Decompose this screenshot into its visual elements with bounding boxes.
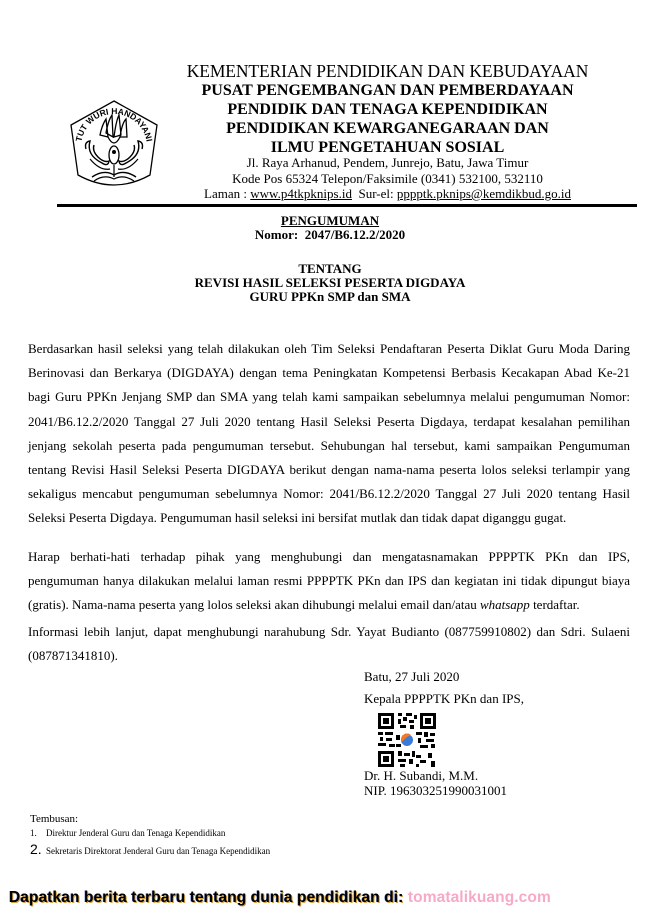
website-link[interactable]: www.p4tkpknips.id xyxy=(250,186,352,201)
institution-line-2: PENDIDIK DAN TENAGA KEPENDIDIKAN xyxy=(227,101,548,118)
promo-footer xyxy=(9,889,551,907)
paragraph-line: jenjang sekolah peserta pada pengumuman tersebut. Sehubungan hal tersebut, kami sampaikan Pengumuman xyxy=(28,437,630,453)
letterhead-divider xyxy=(57,204,637,207)
svg-text:TUT WURI HANDAYANI: TUT WURI HANDAYANI xyxy=(73,105,155,143)
announcement-about: TENTANG xyxy=(298,261,362,276)
paragraph-line: (087871341810). xyxy=(28,648,118,664)
text-segment: (gratis). Nama-nama peserta yang lolos seleksi akan dihubungi melalui email dan/atau xyxy=(28,597,480,613)
announcement-subject-line-1: REVISI HASIL SELEKSI PESERTA DIGDAYA xyxy=(194,275,466,290)
cc-item xyxy=(30,828,225,838)
email-label: Sur-el: xyxy=(351,186,397,201)
signatory-name: Dr. H. Subandi, M.M. xyxy=(364,768,479,783)
signature-position: Kepala PPPPTK PKn dan IPS, xyxy=(364,691,524,706)
cc-label: Tembusan: xyxy=(30,813,79,825)
paragraph-line: Harap berhati-hati terhadap pihak yang menghubungi dan mengatasnamakan PPPPTK PKn dan IPS, xyxy=(28,549,630,564)
paragraph-line: Seleksi Peserta Digdaya. Pengumuman hasil seleksi ini bersifat mutlak dan tidak dapat diganggu gugat. xyxy=(28,510,567,526)
paragraph-line xyxy=(28,593,630,617)
signature-place-date: Batu, 27 Juli 2020 xyxy=(364,669,460,684)
institution-line-1: PUSAT PENGEMBANGAN DAN PEMBERDAYAAN xyxy=(201,82,574,99)
body-paragraph-1 xyxy=(28,337,630,531)
whatsapp-italic: whatsapp xyxy=(479,597,530,613)
qr-code-signature-icon xyxy=(376,711,438,769)
signatory-nip: NIP. 196303251990031001 xyxy=(364,783,508,798)
paragraph-line: tentang Revisi Hasil Seleksi Peserta DIGDAYA berikut dengan nama-nama peserta lolos seleksi terlampir yang xyxy=(28,462,630,478)
paragraph-line: 2041/B6.12.2/2020 Tanggal 27 Juli 2020 tentang Hasil Seleksi Peserta Digdaya, terdapat kesalahan pemilihan xyxy=(28,413,630,429)
cc-item-text: Direktur Jenderal Guru dan Tenaga Kependidikan xyxy=(46,828,226,838)
institution-line-4: ILMU PENGETAHUAN SOSIAL xyxy=(270,139,505,156)
institution-address: Jl. Raya Arhanud, Pendem, Junrejo, Batu, Jawa Timur xyxy=(246,155,529,170)
paragraph-line: sekaligus mencabut pengumuman sebelumnya Nomor: 2041/B6.12.2/2020 Tanggal 27 Juli 2020 tentang Hasil xyxy=(28,486,630,502)
paragraph-line: Informasi lebih lanjut, dapat menghubungi narahubung Sdr. Yayat Budianto (087759910802) dan Sdri. Sulaeni xyxy=(28,624,630,639)
promo-site-link[interactable]: tomatalikuang.com xyxy=(407,889,551,906)
institution-line-3: PENDIDIKAN KEWARGANEGARAAN DAN xyxy=(226,120,549,137)
email-link[interactable]: pppptk.pknips@kemdikbud.go.id xyxy=(396,186,571,201)
paragraph-line: pengumuman hanya dilakukan melalui laman resmi PPPPTK PKn dan IPS dan kegiatan ini tidak dipungut biaya xyxy=(28,573,630,589)
announcement-number: Nomor: 2047/B6.12.2/2020 xyxy=(254,227,406,242)
body-paragraph-3 xyxy=(28,620,630,668)
paragraph-line: Berinovasi dan Berkarya (DIGDAYA) dengan tema Peningkatan Kompetensi Berbasis Kecakapan Abad Ke-21 xyxy=(28,365,630,381)
cc-item-number: 1. xyxy=(30,828,37,838)
text-segment: terdaftar. xyxy=(529,597,580,613)
cc-item-number: 2. xyxy=(30,841,42,857)
paragraph-line: Berdasarkan hasil seleksi yang telah dilakukan oleh Tim Seleksi Pendaftaran Peserta Diklat Guru Moda Daring xyxy=(28,341,630,356)
cc-item xyxy=(30,841,270,857)
website-label: Laman : xyxy=(204,186,251,201)
ministry-name: KEMENTERIAN PENDIDIKAN DAN KEBUDAYAAN xyxy=(186,61,589,81)
cc-item-text: Sekretaris Direktorat Jenderal Guru dan Tenaga Kependidikan xyxy=(46,846,271,856)
institution-web-email xyxy=(170,186,605,202)
paragraph-line: bagi Guru PPKn Jenjang SMP dan SMA yang telah kami sampaikan sebelumnya melalui pengumuman Nomor: xyxy=(28,389,630,405)
institution-contact: Kode Pos 65324 Telepon/Faksimile (0341) 532100, 532110 xyxy=(232,170,543,186)
tut-wuri-handayani-logo-icon xyxy=(64,97,164,197)
body-paragraph-2 xyxy=(28,545,630,618)
announcement-subject-line-2: GURU PPKn SMP dan SMA xyxy=(249,289,411,304)
announcement-heading: PENGUMUMAN xyxy=(280,213,380,228)
promo-lead-text: Dapatkan berita terbaru tentang dunia pendidikan di: xyxy=(9,889,408,906)
